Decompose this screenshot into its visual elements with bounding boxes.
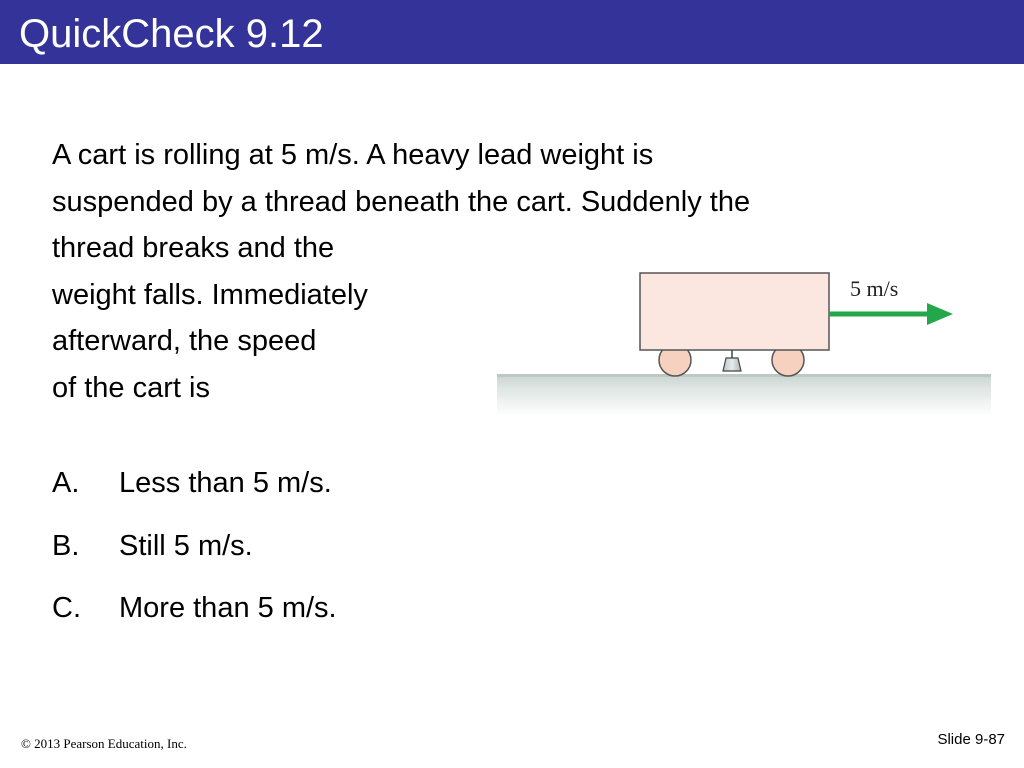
choice-text: Less than 5 m/s. [119,467,332,499]
cart-figure [495,262,995,418]
slide-title: QuickCheck 9.12 [19,12,324,56]
choice-text: Still 5 m/s. [119,530,253,562]
choice-letter: B. [52,530,80,562]
choice-text: More than 5 m/s. [119,592,337,624]
ground-edge [497,374,991,377]
question-line: thread breaks and the [52,232,335,264]
copyright: © 2013 Pearson Education, Inc. [21,736,187,751]
question-line: weight falls. Immediately [52,278,368,311]
question-line: A cart is rolling at 5 m/s. A heavy lead weight is [52,139,654,171]
question-line: suspended by a thread beneath the cart. Suddenly the [52,185,751,218]
title-bar [0,0,1024,64]
question-line: afterward, the speed [52,325,317,357]
choice-letter: C. [52,592,81,624]
cart-illustration [495,262,995,418]
question-line: of the cart is [52,371,210,404]
choice-letter: A. [52,467,80,499]
lead-weight [723,358,741,371]
velocity-arrow-head [927,303,953,325]
cart-body [640,273,829,350]
velocity-label: 5 m/s [850,276,899,301]
slide-number: Slide 9-87 [937,731,1005,748]
ground [497,374,991,416]
